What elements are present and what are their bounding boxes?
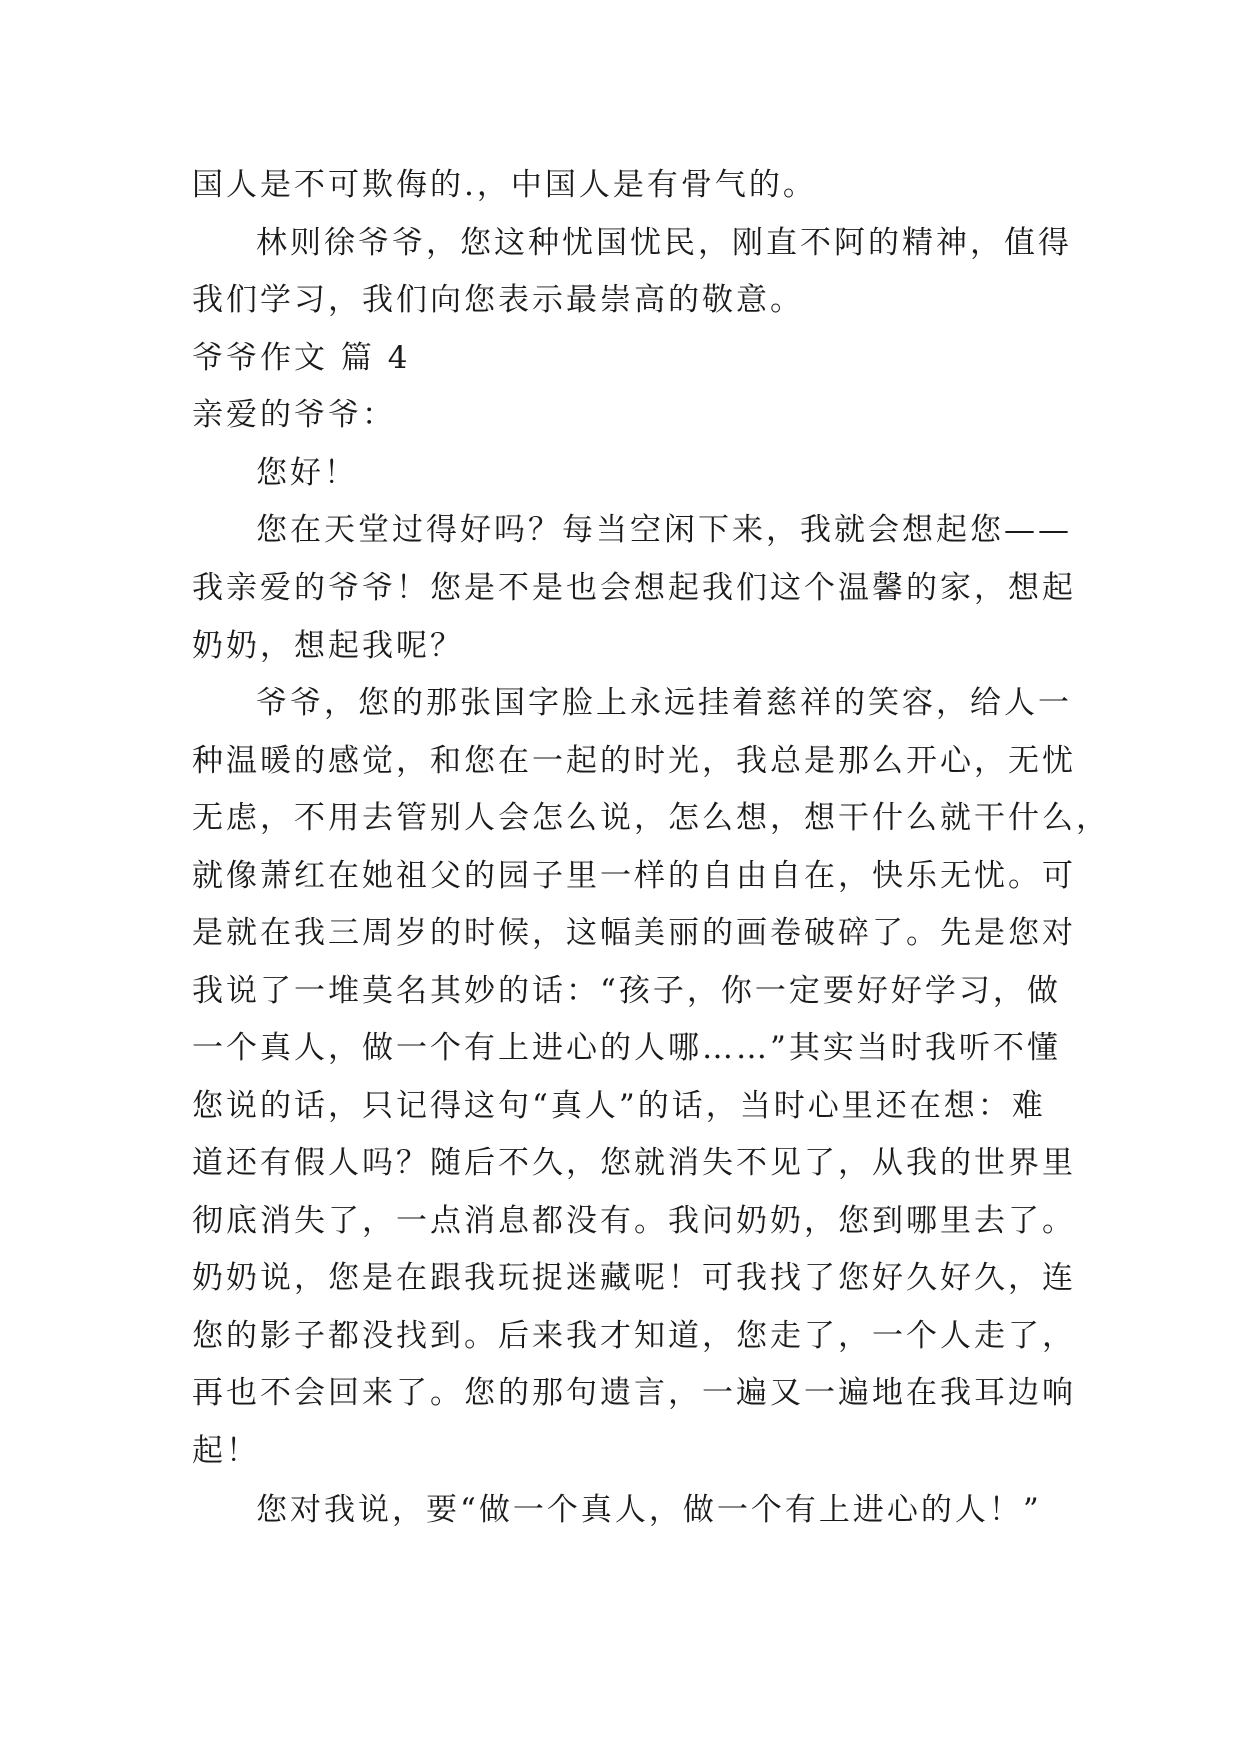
text-line: 我们学习，我们向您表示最崇高的敬意。 — [192, 282, 804, 318]
paragraph-first-line: 您在天堂过得好吗？每当空闲下来，我就会想起您—— — [256, 512, 1072, 548]
paragraph-first-line: 您对我说，要“做一个真人，做一个有上进心的人！” — [256, 1492, 1042, 1528]
text-line: 道还有假人吗？随后不久，您就消失不见了，从我的世界里 — [192, 1145, 1076, 1181]
text-line: 一个真人，做一个有上进心的人哪……”其实当时我听不懂 — [192, 1030, 1061, 1066]
text-line: 我说了一堆莫名其妙的话：“孩子，你一定要好好学习，做 — [192, 973, 1061, 1009]
section-heading: 爷爷作文 篇 4 — [192, 340, 411, 376]
text-line: 起！ — [192, 1433, 260, 1469]
salutation: 亲爱的爷爷： — [192, 397, 396, 433]
text-line: 就像萧红在她祖父的园子里一样的自由自在，快乐无忧。可 — [192, 858, 1076, 894]
text-line: 种温暖的感觉，和您在一起的时光，我总是那么开心，无忧 — [192, 743, 1076, 779]
text-line: 是就在我三周岁的时候，这幅美丽的画卷破碎了。先是您对 — [192, 915, 1076, 951]
greeting: 您好！ — [256, 455, 358, 491]
text-line: 再也不会回来了。您的那句遗言，一遍又一遍地在我耳边响 — [192, 1375, 1076, 1411]
text-line: 国人是不可欺侮的.，中国人是有骨气的。 — [192, 167, 817, 203]
text-line: 您说的话，只记得这句“真人”的话，当时心里还在想：难 — [192, 1088, 1046, 1124]
text-line: 无虑，不用去管别人会怎么说，怎么想，想干什么就干什么， — [192, 800, 1110, 836]
paragraph-first-line: 林则徐爷爷，您这种忧国忧民，刚直不阿的精神，值得 — [256, 225, 1072, 261]
text-line: 您的影子都没找到。后来我才知道，您走了，一个人走了， — [192, 1318, 1076, 1354]
text-line: 我亲爱的爷爷！您是不是也会想起我们这个温馨的家，想起 — [192, 570, 1076, 606]
text-line: 彻底消失了，一点消息都没有。我问奶奶，您到哪里去了。 — [192, 1203, 1076, 1239]
text-line: 奶奶，想起我呢？ — [192, 628, 464, 664]
text-line: 奶奶说，您是在跟我玩捉迷藏呢！可我找了您好久好久，连 — [192, 1260, 1076, 1296]
paragraph-first-line: 爷爷，您的那张国字脸上永远挂着慈祥的笑容，给人一 — [256, 685, 1072, 721]
